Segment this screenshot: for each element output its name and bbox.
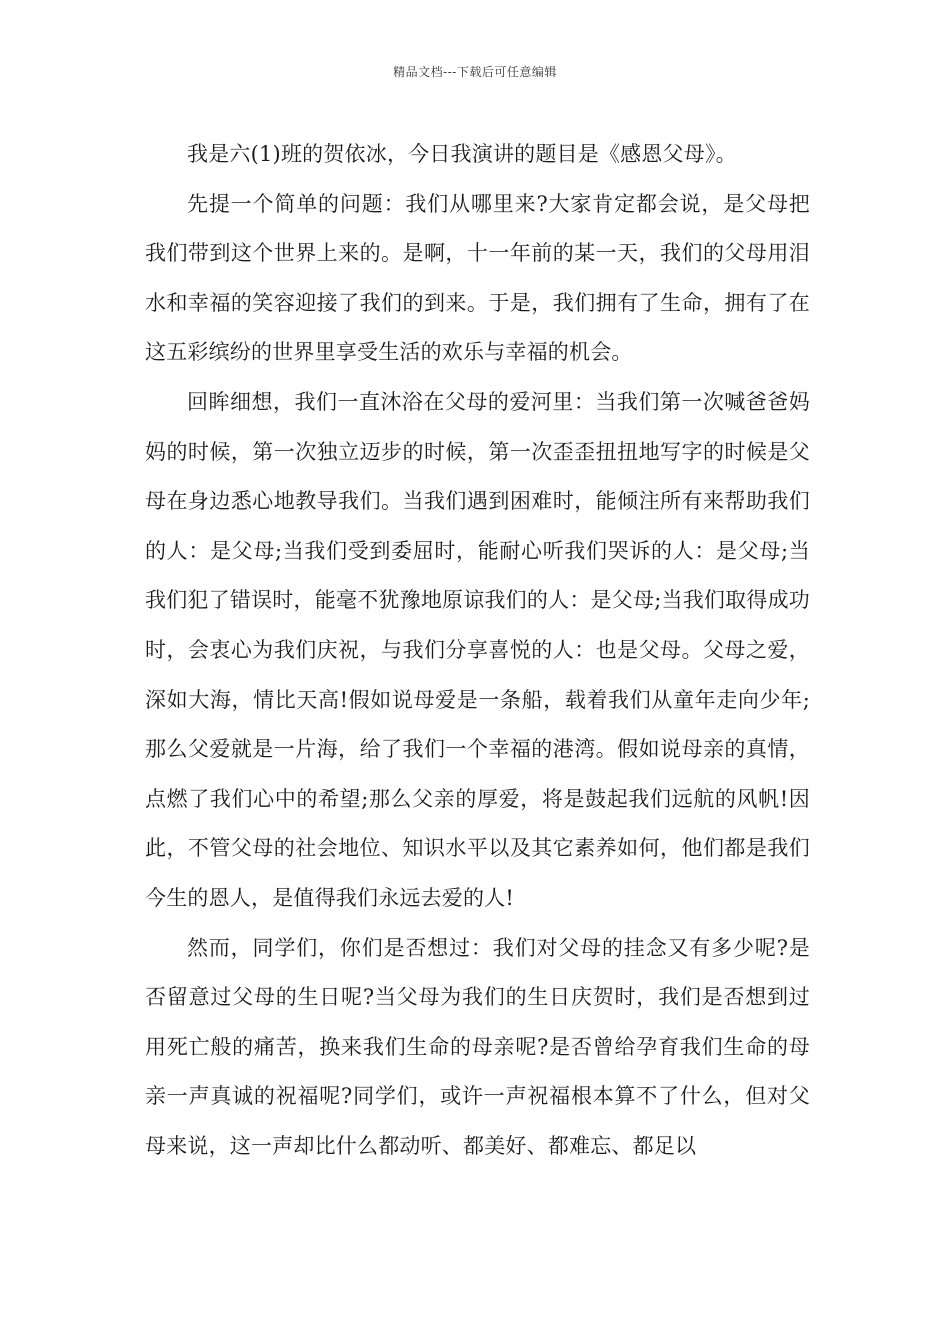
page-header: 精品文档---下载后可任意编辑 — [393, 65, 557, 79]
paragraph-reflection: 回眸细想，我们一直沐浴在父母的爱河里：当我们第一次喊爸爸妈妈的时候，第一次独立迈步的时候，第一次歪歪扭扭地写字的时候是父母在身边悉心地教导我们。当我们遇到困难时，能倾注所有来帮助我们的人：是父母;当我们受到委屈时，能耐心听我们哭诉的人：是父母;当我们犯了错误时，能毫不犹豫地原谅我们的人：是父母;当我们取得成功时，会衷心为我们庆祝，与我们分享喜悦的人：也是父母。父母之爱，深如大海，情比天高!假如说母爱是一条船，载着我们从童年走向少年;那么父爱就是一片海，给了我们一个幸福的港湾。假如说母亲的真情，点燃了我们心中的希望;那么父亲的厚爱，将是鼓起我们远航的风帆!因此，不管父母的社会地位、知识水平以及其它素养如何，他们都是我们今生的恩人，是值得我们永远去爱的人! — [145, 389, 810, 910]
paragraph-question: 先提一个简单的问题：我们从哪里来?大家肯定都会说，是父母把我们带到这个世界上来的。是啊，十一年前的某一天，我们的父母用泪水和幸福的笑容迎接了我们的到来。于是，我们拥有了生命，拥有了在这五彩缤纷的世界里享受生活的欢乐与幸福的机会。 — [145, 191, 810, 365]
paragraph-intro: 我是六(1)班的贺依冰，今日我演讲的题目是《感恩父母》。 — [187, 142, 737, 166]
paragraph-appeal: 然而，同学们，你们是否想过：我们对父母的挂念又有多少呢?是否留意过父母的生日呢?当父母为我们的生日庆贺时，我们是否想到过用死亡般的痛苦，换来我们生命的母亲呢?是否曾给孕育我们生命的母亲一声真诚的祝福呢?同学们，或许一声祝福根本算不了什么，但对父母来说，这一声却比什么都动听、都美好、都难忘、都足以 — [145, 935, 810, 1158]
document-body — [145, 130, 810, 1171]
